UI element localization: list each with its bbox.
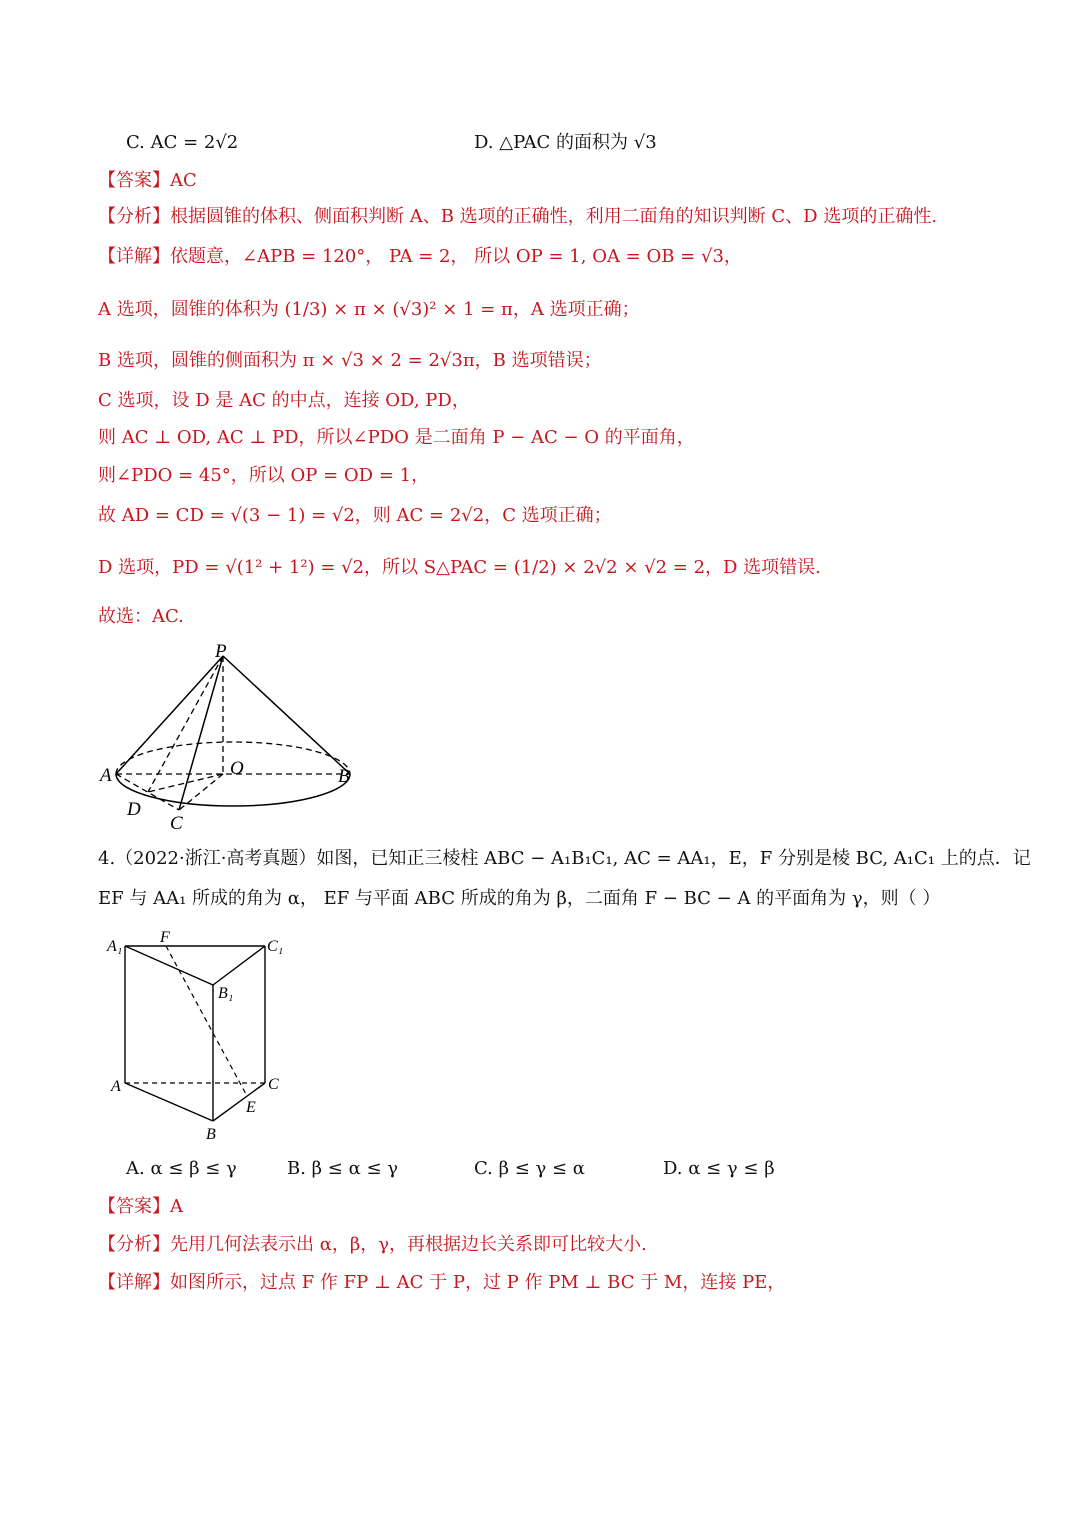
prism-label-f: F [160,929,170,946]
q3-step-b: B 选项，圆锥的侧面积为 π × √3 × 2 = 2√3π，B 选项错误； [98,350,602,371]
q4-option-c: C. β ≤ γ ≤ α [474,1158,585,1179]
q3-step-d: D 选项，PD = √(1² + 1²) = √2，所以 S△PAC = (1/2) × 2√2 × √2 = 2，D 选项错误. [98,557,821,578]
q3-step-c-angle: 则 AC ⊥ OD, AC ⊥ PD，所以∠PDO 是二面角 P − AC − O 的平面角， [98,427,695,448]
prism-label-c: C [268,1076,279,1093]
prism-label-b1: B₁ [218,985,234,1002]
cone-label-c: C [170,813,183,834]
q4-stem-line1: 4.（2022·浙江·高考真题）如图，已知正三棱柱 ABC − A₁B₁C₁, AC = AA₁，E，F 分别是棱 BC, A₁C₁ 上的点．记 [98,848,1031,869]
cone-label-b: B [338,766,350,787]
prism-label-a: A [111,1078,121,1095]
q3-step-c-result: 故 AD = CD = √(3 − 1) = √2，则 AC = 2√2，C 选项正确； [98,505,612,526]
cone-line-pd [148,656,223,792]
prism-label-c1: C₁ [267,938,284,955]
prism-label-b: B [206,1126,216,1143]
q4-analysis: 【分析】先用几何法表示出 α，β，γ，再根据边长关系即可比较大小. [98,1234,647,1255]
q3-step-c: C 选项，设 D 是 AC 的中点，连接 OD, PD， [98,390,470,411]
q4-answer: 【答案】A [98,1196,183,1217]
q3-analysis: 【分析】根据圆锥的体积、侧面积判断 A、B 选项的正确性，利用二面角的知识判断 C、D 选项的正确性. [98,206,938,227]
q4-option-d: D. α ≤ γ ≤ β [663,1158,775,1179]
q3-detail: 【详解】依题意，∠APB = 120°， PA = 2， 所以 OP = 1, OA = OB = √3， [98,246,742,267]
q3-step-c-op: 则∠PDO = 45°，所以 OP = OD = 1， [98,465,430,486]
cone-edge-pc [179,656,223,810]
q3-step-a: A 选项，圆锥的体积为 (1/3) × π × (√3)² × 1 = π，A 选项正确； [98,299,640,320]
prism-figure [100,928,300,1148]
prism-label-a1: A₁ [107,938,123,955]
q4-option-a: A. α ≤ β ≤ γ [126,1158,237,1179]
cone-label-p: P [215,641,227,662]
cone-label-a: A [100,765,112,786]
cone-figure [96,638,366,838]
cone-edge-pb [223,656,350,774]
q4-stem-line2: EF 与 AA₁ 所成的角为 α， EF 与平面 ABC 所成的角为 β，二面角 F − BC − A 的平面角为 γ，则（ ） [98,888,941,909]
cone-chord-ac [116,774,179,810]
prism-label-e: E [246,1099,256,1116]
q3-option-c: C. AC = 2√2 [126,132,239,153]
q4-option-b: B. β ≤ α ≤ γ [287,1158,399,1179]
q3-option-d: D. △PAC 的面积为 √3 [474,132,657,153]
q4-detail: 【详解】如图所示，过点 F 作 FP ⊥ AC 于 P，过 P 作 PM ⊥ BC 于 M，连接 PE， [98,1272,786,1293]
q3-conclusion: 故选：AC. [98,606,184,627]
q3-answer: 【答案】AC [98,170,197,191]
cone-label-o: O [230,758,244,779]
cone-edge-pa [116,656,223,774]
cone-label-d: D [127,799,141,820]
